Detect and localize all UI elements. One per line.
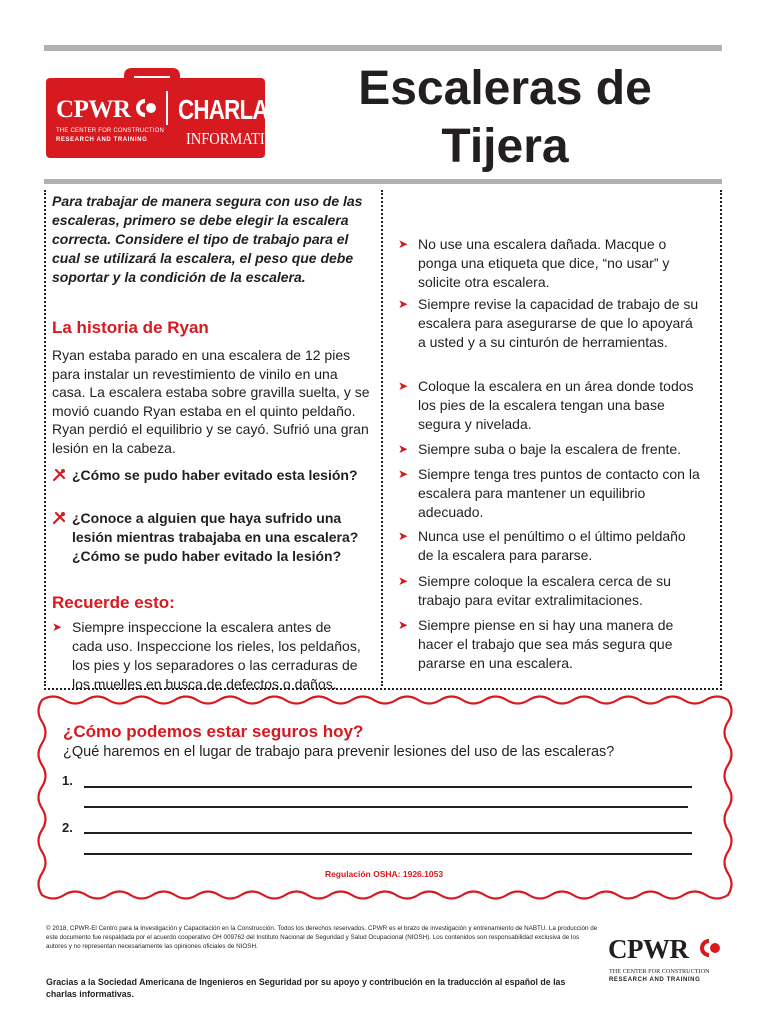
remember-bullet-text: No use una escalera dañada. Macque o ponga una etiqueta que dice, “no usar” y solicite otra escalera. bbox=[418, 236, 670, 290]
osha-regulation: Regulación OSHA: 1926.1053 bbox=[324, 869, 444, 879]
remember-bullet-text: Siempre tenga tres puntos de contacto con la escalera para mantener un equilibrio adecuado. bbox=[418, 466, 700, 520]
answer-1-line-a[interactable] bbox=[84, 786, 692, 788]
arrow-icon: ➤ bbox=[398, 379, 409, 393]
arrow-icon: ➤ bbox=[398, 618, 409, 632]
legal-text: © 2018, CPWR-El Centro para la Investigación y Capacitación en la Construcción. Todos los derechos reservados. CPWR es el brazo de investigación y entrenamiento de NABTU. La producción de este documento fue respaldada por el acuerdo cooperativo OH 009762 del Instituto Nacional de Seguridad y Salud Ocupacional (NIOSH). Los contenidos son responsabilidad exclusiva de los autores y no representan necesariamente las opiniones oficiales de NIOSH. bbox=[46, 925, 598, 950]
logo-line2: RESEARCH AND TRAINING bbox=[56, 137, 148, 143]
arrow-icon: ➤ bbox=[52, 620, 63, 634]
arrow-icon: ➤ bbox=[398, 442, 409, 456]
logo-line1: THE CENTER FOR CONSTRUCTION bbox=[56, 128, 165, 134]
cpwr-footer-logo bbox=[608, 934, 726, 984]
remember-bullet-text: Siempre inspeccione la escalera antes de cada uso. Inspeccione los rieles, los peldaños, los pies y los separadores o las cerraduras de los muelles en busca de defectos o daños. bbox=[72, 619, 361, 692]
story-text: Ryan estaba parado en una escalera de 12 pies para instalar un revestimiento de vinilo en una casa. La escalera estaba sobre gravilla suelta, y se movió cuando Ryan estaba en el quinto peldaño. Ryan perdió el equilibrio y se cayó. Sufrió una gran lesión en la cabeza. bbox=[52, 347, 370, 456]
remember-bullet-text: Coloque la escalera en un área donde todos los pies de la escalera tengan una base segura y nivelada. bbox=[418, 378, 694, 432]
footer-logo-line2: RESEARCH AND TRAINING bbox=[609, 977, 701, 983]
safety-box-heading: ¿Cómo podemos estar seguros hoy? bbox=[63, 722, 364, 741]
answer-2-label: 2. bbox=[62, 820, 73, 835]
safety-box-prompt: ¿Qué haremos en el lugar de trabajo para prevenir lesiones del uso de las escaleras? bbox=[63, 744, 615, 760]
remember-bullet-text: Siempre revise la capacidad de trabajo de su escalera para asegurarse de que lo apoyará a usted y a su cinturón de herramientas. bbox=[418, 296, 699, 350]
logo-org: CPWR bbox=[56, 96, 131, 123]
thanks-text: Gracias a la Sociedad Americana de Ingenieros en Seguridad por su apoyo y contribución en la traducción al español de las charlas informativas. bbox=[46, 977, 566, 999]
answer-2-line-b[interactable] bbox=[84, 853, 692, 855]
remember-bullet-text: Siempre suba o baje la escalera de frente. bbox=[418, 441, 682, 457]
arrow-icon: ➤ bbox=[398, 297, 409, 311]
footer-logo-line1: THE CENTER FOR CONSTRUCTION bbox=[609, 968, 710, 975]
title-line1: Escaleras de bbox=[358, 62, 652, 115]
arrow-icon: ➤ bbox=[398, 467, 409, 481]
answer-2-line-a[interactable] bbox=[84, 832, 692, 834]
cpwr-mark-icon bbox=[700, 937, 722, 959]
footer-logo-org: CPWR bbox=[608, 934, 689, 964]
title-line2: Tijera bbox=[441, 120, 569, 173]
answer-1-label: 1. bbox=[62, 773, 73, 788]
remember-heading: Recuerde esto: bbox=[52, 593, 175, 612]
remember-bullet-text: Nunca use el penúltimo o el último peldaño de la escalera para pararse. bbox=[418, 528, 686, 563]
remember-bullet-text: Siempre piense en si hay una manera de hacer el trabajo que sea más segura que pararse en una escalera. bbox=[418, 617, 674, 671]
question-1-text: ¿Cómo se pudo haber evitado esta lesión? bbox=[72, 467, 358, 483]
logo-charla: CHARLA bbox=[178, 94, 268, 125]
question-2-text: ¿Conoce a alguien que haya sufrido una lesión mientras trabajaba en una escalera? ¿Cómo se pudo haber evitado la lesión? bbox=[72, 510, 359, 564]
story-heading: La historia de Ryan bbox=[52, 318, 209, 337]
remember-bullet-text: Siempre coloque la escalera cerca de su trabajo para evitar extralimitaciones. bbox=[418, 573, 671, 608]
arrow-icon: ➤ bbox=[398, 529, 409, 543]
arrow-icon: ➤ bbox=[398, 237, 409, 251]
logo-informativa: INFORMATIVA bbox=[186, 129, 284, 148]
intro-paragraph: Para trabajar de manera segura con uso de las escaleras, primero se debe elegir la escalera correcta. Considere el tipo de trabajo para el cual se utilizará la escalera, el peso que debe soportar y la condición de la escalera. bbox=[52, 193, 363, 285]
answer-1-line-b[interactable] bbox=[84, 806, 688, 808]
arrow-icon: ➤ bbox=[398, 574, 409, 588]
